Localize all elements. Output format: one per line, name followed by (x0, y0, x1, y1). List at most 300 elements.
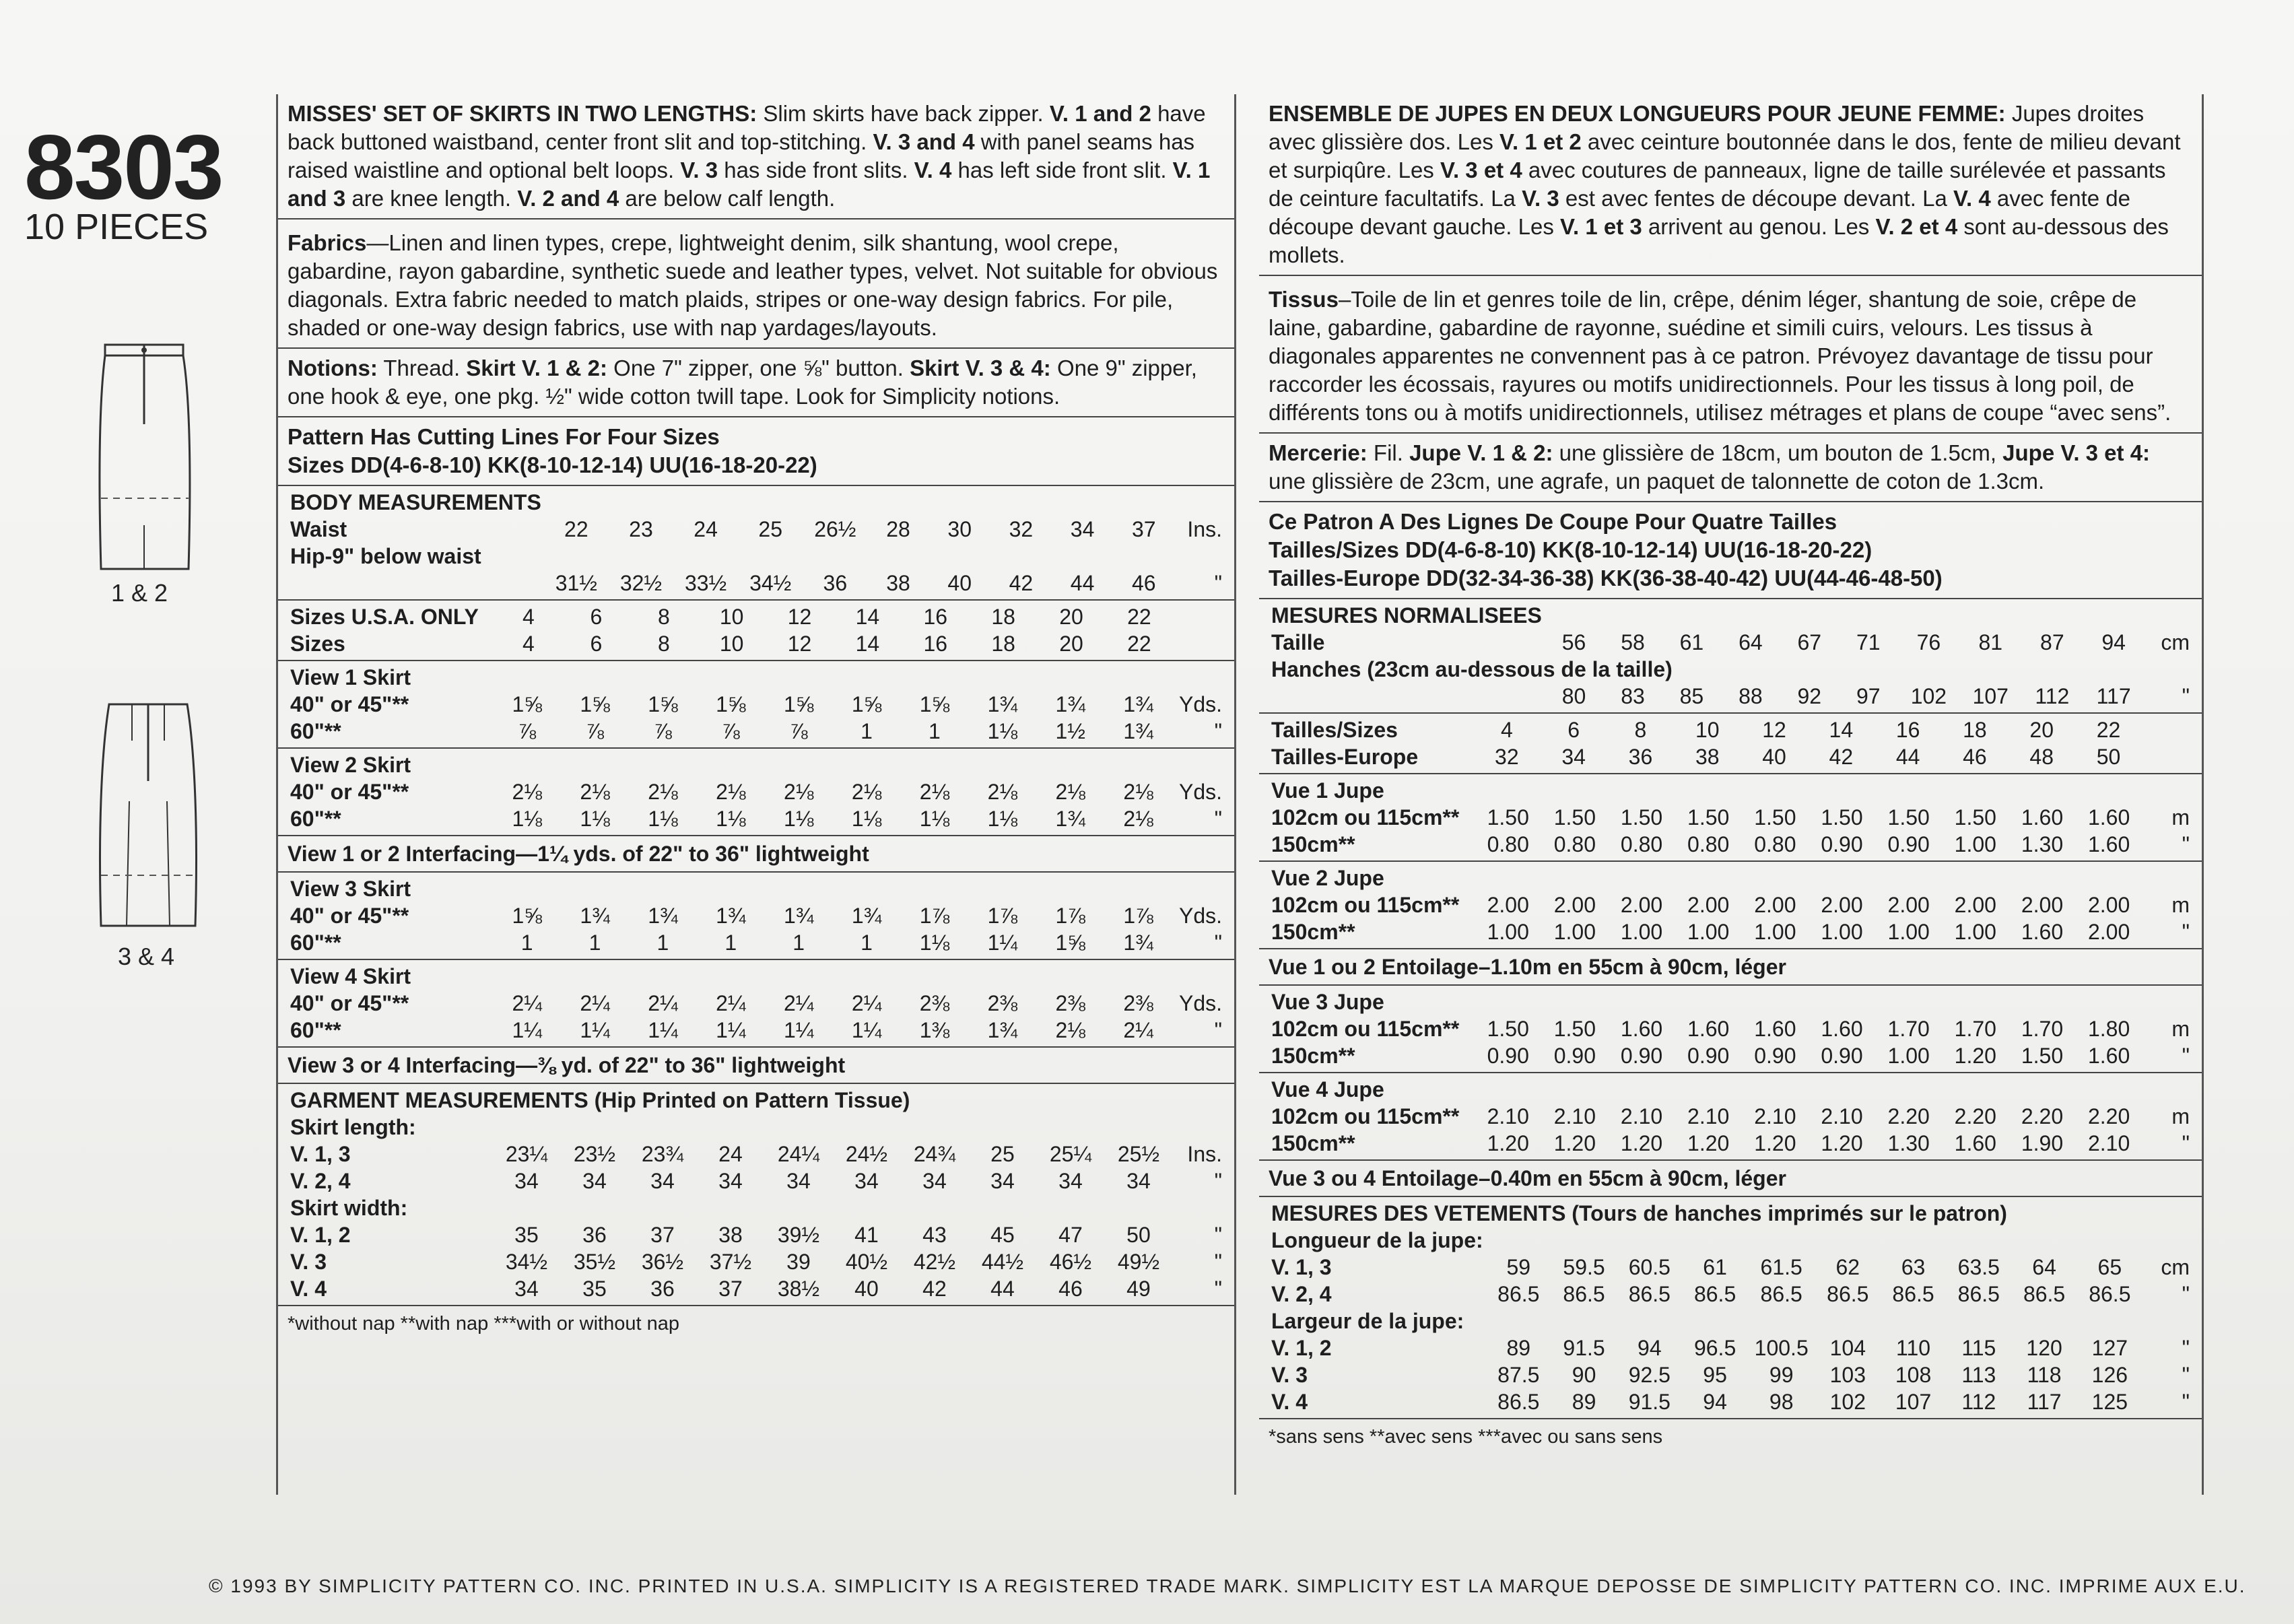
table-cell: 34 (514, 1169, 539, 1193)
row-label: Hanches (23cm au-dessous de la taille) (1271, 657, 1673, 681)
table-cell: 6 (590, 605, 603, 629)
unit-cell: " (2182, 684, 2190, 708)
unit-cell: " (1214, 807, 1222, 831)
table-cell: 1.00 (1887, 920, 1930, 944)
unit-cell: " (1214, 931, 1222, 955)
table-cell (1815, 1227, 1881, 1254)
table-cell: 2⅛ (1055, 1018, 1085, 1042)
table-cell (2076, 1076, 2143, 1103)
table-cell (832, 1114, 900, 1141)
table-cell: 0.90 (1487, 1044, 1529, 1068)
table-cell (1617, 1308, 1682, 1334)
table-row (1269, 1042, 2192, 1069)
bold-text: V. 4 (914, 158, 952, 182)
table-cell (1742, 988, 1809, 1015)
table-cell (1541, 865, 1608, 891)
table-cell: 1.70 (2021, 1017, 2064, 1041)
table-cell (2077, 1227, 2143, 1254)
unit-cell: " (2182, 1363, 2190, 1387)
table-cell (1104, 751, 1172, 778)
row-label: 60"** (290, 931, 341, 955)
table-cell: 1.20 (1754, 1131, 1796, 1155)
table-cell: 46 (1131, 571, 1156, 595)
table-cell: 40 (1762, 745, 1786, 769)
table-row (1269, 1076, 2192, 1103)
table-cell: 110 (1896, 1336, 1931, 1360)
row-label: Vue 3 Jupe (1271, 990, 1384, 1014)
table-cell (1113, 543, 1174, 570)
table-cell (1036, 751, 1104, 778)
table-cell: 2⅛ (851, 780, 882, 804)
table-cell: 34 (1561, 745, 1586, 769)
table-cell (1541, 777, 1608, 804)
unit-cell: Yds. (1178, 904, 1222, 928)
table-cell: 2.00 (1887, 893, 1930, 917)
size-section (1259, 986, 2202, 1073)
row-label: 102cm ou 115cm** (1271, 893, 1460, 917)
row-label: Skirt length: (290, 1115, 416, 1139)
table-cell: 81 (1978, 630, 2003, 654)
table-cell (765, 875, 833, 902)
table-cell (1881, 1308, 1946, 1334)
bold-text: V. 2 et 4 (1875, 214, 1958, 239)
unit-cell: cm (2161, 1255, 2190, 1279)
table-cell: 2⅛ (580, 780, 610, 804)
bold-text: V. 3 (680, 158, 718, 182)
table-cell: 1.50 (1954, 805, 1996, 830)
table-cell: 2.20 (1954, 1104, 1996, 1128)
table-cell: 24¾ (913, 1142, 956, 1166)
table-cell (1780, 602, 1839, 629)
table-cell: 50 (1126, 1223, 1151, 1247)
table-cell: 1.70 (1887, 1017, 1930, 1041)
table-cell: 1⅛ (851, 807, 882, 831)
row-label: 150cm** (1271, 832, 1355, 856)
table-cell (833, 664, 901, 691)
table-cell (1608, 777, 1675, 804)
table-cell: 104 (1829, 1336, 1866, 1360)
table-cell: 61 (1703, 1255, 1727, 1279)
unit-cell (1174, 543, 1225, 570)
table-cell: 32 (1495, 745, 1519, 769)
table-cell: 2.00 (2087, 920, 2130, 944)
bold-text: Sizes DD(4-6-8-10) KK(8-10-12-14) UU(16-18-20-22) (288, 452, 817, 477)
table-cell (673, 489, 738, 516)
measurement-table (288, 875, 1225, 956)
table-cell: 1.50 (1687, 805, 1730, 830)
table-cell: 127 (2091, 1336, 2128, 1360)
table-cell: ⅞ (518, 719, 537, 743)
table-cell: 24½ (845, 1142, 888, 1166)
table-cell (628, 1114, 696, 1141)
table-cell: 46 (1058, 1277, 1083, 1301)
table-cell: 44½ (981, 1250, 1024, 1274)
table-cell: 2¼ (716, 991, 746, 1015)
interfacing-line: Vue 3 ou 4 Entoilage–0.40m en 55cm à 90cm, léger (1259, 1161, 2202, 1197)
table-cell (1662, 602, 1721, 629)
table-cell (833, 751, 901, 778)
table-cell: 2.00 (1553, 893, 1596, 917)
table-cell: 126 (2091, 1363, 2128, 1387)
table-cell: 2.00 (1754, 893, 1796, 917)
table-cell: 96.5 (1693, 1336, 1736, 1360)
table-cell: 1.50 (1487, 1017, 1529, 1041)
row-label: View 3 Skirt (290, 877, 411, 901)
table-cell (1486, 1308, 1551, 1334)
table-cell (2009, 777, 2075, 804)
table-cell: 1⅛ (919, 807, 950, 831)
table-cell: 42 (1829, 745, 1854, 769)
table-cell: 117 (2027, 1390, 2062, 1414)
table-cell: 28 (886, 517, 910, 541)
table-cell (765, 664, 833, 691)
table-cell: 0.80 (1553, 832, 1596, 856)
table-cell (968, 1114, 1036, 1141)
row-label: GARMENT MEASUREMENTS (Hip Printed on Pattern Tissue) (290, 1088, 910, 1112)
table-cell (1104, 1194, 1172, 1221)
text-run: are below calf length. (619, 186, 836, 211)
row-label: 150cm** (1271, 920, 1355, 944)
unit-cell (2143, 777, 2192, 804)
row-label: Longueur de la jupe: (1271, 1228, 1483, 1252)
table-cell: 1 (861, 719, 873, 743)
table-cell: 1.50 (1821, 805, 1863, 830)
table-cell: 1⅝ (512, 692, 542, 716)
unit-cell: Ins. (1187, 517, 1222, 541)
table-row (288, 902, 1225, 929)
table-cell (629, 963, 697, 990)
unit-cell: " (1214, 719, 1222, 743)
table-row (288, 570, 1225, 597)
row-label: V. 3 (290, 1250, 327, 1274)
table-cell: 25¼ (1049, 1142, 1092, 1166)
text-run: Slim skirts have back zipper. (757, 101, 1050, 126)
table-cell: 0.80 (1687, 832, 1730, 856)
table-cell: 46 (1963, 745, 1987, 769)
table-cell (1617, 1227, 1682, 1254)
table-cell: 42½ (913, 1250, 956, 1274)
table-cell: 36 (582, 1223, 607, 1247)
table-cell: 2.00 (1954, 893, 1996, 917)
table-cell: 6 (1567, 718, 1580, 742)
table-cell (560, 1194, 628, 1221)
size-section (278, 486, 1234, 601)
table-cell: 38 (718, 1223, 743, 1247)
row-label: V. 4 (290, 1277, 327, 1301)
bold-text: Pattern Has Cutting Lines For Four Sizes (288, 424, 720, 449)
table-cell: 64 (2032, 1255, 2056, 1279)
table-cell (2021, 602, 2083, 629)
table-cell (900, 1194, 968, 1221)
table-cell: 0.80 (1754, 832, 1796, 856)
unit-cell: " (1214, 1250, 1222, 1274)
table-cell: 92.5 (1628, 1363, 1671, 1387)
table-cell (738, 543, 803, 570)
table-cell: 50 (2096, 745, 2121, 769)
table-cell: 1.50 (1553, 1017, 1596, 1041)
table-cell (968, 751, 1036, 778)
size-section (278, 661, 1234, 749)
table-cell (1815, 1308, 1881, 1334)
table-cell (1675, 777, 1742, 804)
table-cell (1742, 865, 1809, 891)
table-cell: 32 (1009, 517, 1034, 541)
table-row (1269, 1103, 2192, 1130)
interfacing-line: View 3 or 4 Interfacing—⅜ yd. of 22" to 36" lightweight (278, 1048, 1234, 1084)
table-cell (1603, 602, 1662, 629)
measurement-table (1269, 865, 2192, 945)
table-cell: 1 (588, 931, 601, 955)
table-cell: 18 (991, 632, 1015, 656)
table-cell: 2⅜ (919, 991, 950, 1015)
table-cell: 46½ (1049, 1250, 1092, 1274)
unit-cell: m (2171, 805, 2190, 830)
table-cell: 1.00 (1687, 920, 1730, 944)
table-cell: 48 (2029, 745, 2054, 769)
table-row (288, 603, 1225, 630)
table-cell (1946, 1308, 2011, 1334)
table-cell (697, 875, 765, 902)
table-cell: 1.00 (1487, 920, 1529, 944)
table-cell: 25 (990, 1142, 1015, 1166)
table-cell (1742, 777, 1809, 804)
table-cell: 1.90 (2021, 1131, 2064, 1155)
table-cell: 1.60 (1954, 1131, 1996, 1155)
table-row (1269, 1254, 2192, 1281)
table-cell: ⅞ (654, 719, 672, 743)
table-cell (803, 543, 867, 570)
unit-cell (1172, 963, 1225, 990)
table-cell: 60.5 (1628, 1255, 1671, 1279)
table-row (1269, 1281, 2192, 1308)
row-label: 60"** (290, 719, 341, 743)
table-cell: 47 (1058, 1223, 1083, 1247)
table-cell (560, 1114, 628, 1141)
table-cell (990, 543, 1052, 570)
bold-text: Jupe V. 1 & 2: (1409, 440, 1553, 465)
text-run: —Linen and linen types, crepe, lightweight denim, silk shantung, wool crepe, gabardine, rayon gabardine, synthetic suede and leather types, velvet. Not suitable for obvious diagonals. Extra fabric needed to match plaids, stripes or one-way design fabrics. For pile, shaded or one-way design fabrics, use with nap yardages/layouts. (288, 230, 1218, 340)
table-cell: 44 (1895, 745, 1920, 769)
table-cell: 22 (564, 517, 588, 541)
table-cell (1946, 1227, 2011, 1254)
table-row (288, 1275, 1225, 1302)
bold-text: Skirt V. 1 & 2: (466, 356, 607, 380)
table-row (1269, 656, 2192, 683)
table-cell (1942, 988, 2009, 1015)
table-cell: 0.90 (1821, 1044, 1863, 1068)
table-row (288, 1194, 1225, 1221)
table-cell: 86.5 (1563, 1282, 1605, 1306)
table-cell: 86.5 (2089, 1282, 2131, 1306)
table-cell (2076, 865, 2143, 891)
table-cell: 1 (520, 931, 533, 955)
fabrics-fr (1259, 276, 2202, 434)
table-cell: 42 (1009, 571, 1034, 595)
table-cell (1541, 988, 1608, 1015)
table-cell: 2¼ (648, 991, 678, 1015)
measurement-table (288, 489, 1225, 597)
table-cell: 100.5 (1754, 1336, 1809, 1360)
table-cell: 34 (990, 1169, 1015, 1193)
text-run: has side front slits. (718, 158, 914, 182)
table-cell: 22 (1127, 632, 1151, 656)
table-cell (561, 664, 629, 691)
table-cell: 86.5 (1957, 1282, 2000, 1306)
french-column (1259, 94, 2204, 1495)
table-cell: 2.10 (1754, 1104, 1796, 1128)
table-row (288, 963, 1225, 990)
table-cell: 76 (1916, 630, 1941, 654)
unit-cell: Ins. (1187, 1142, 1222, 1166)
table-cell (738, 489, 803, 516)
table-cell (1942, 1076, 2009, 1103)
table-cell: 1¾ (716, 904, 746, 928)
table-cell: 2¼ (783, 991, 814, 1015)
table-cell (1113, 489, 1174, 516)
unit-cell: " (2182, 832, 2190, 856)
row-label: 40" or 45"** (290, 780, 409, 804)
table-cell (493, 875, 561, 902)
skirt-sketch-views-3-4 (94, 700, 202, 936)
table-cell: 34½ (749, 571, 792, 595)
table-cell: 112 (1961, 1390, 1996, 1414)
row-label: Waist (290, 517, 347, 541)
unit-cell (1172, 875, 1225, 902)
table-cell (1104, 1114, 1172, 1141)
table-row (288, 751, 1225, 778)
row-label: Skirt width: (290, 1196, 408, 1220)
table-cell: 49½ (1117, 1250, 1160, 1274)
table-cell: 1.60 (2021, 920, 2064, 944)
unit-cell: m (2171, 893, 2190, 917)
table-cell: 34 (514, 1277, 539, 1301)
table-cell: 22 (1127, 605, 1151, 629)
table-cell: 23½ (573, 1142, 616, 1166)
table-cell: 62 (1835, 1255, 1860, 1279)
table-cell: 1.20 (1687, 1131, 1730, 1155)
unit-cell (2143, 1227, 2192, 1254)
table-cell: 1.60 (2087, 1044, 2130, 1068)
table-cell: 2.10 (1620, 1104, 1663, 1128)
table-cell: 1⅝ (580, 692, 610, 716)
description-en (278, 94, 1234, 219)
table-cell: ⅞ (721, 719, 740, 743)
unit-cell: " (1214, 1169, 1222, 1193)
table-cell: 1¼ (987, 931, 1018, 955)
table-cell: 14 (855, 605, 880, 629)
table-cell: 1 (792, 931, 805, 955)
table-cell (1036, 1194, 1104, 1221)
table-cell (1959, 602, 2021, 629)
bold-text: Tailles-Europe DD(32-34-36-38) KK(36-38-40-42) UU(44-46-48-50) (1269, 566, 1943, 590)
row-label: View 4 Skirt (290, 964, 411, 988)
measurement-table (288, 664, 1225, 745)
table-row (1269, 1130, 2192, 1157)
table-row (288, 1248, 1225, 1275)
table-row (1269, 629, 2192, 656)
skirt-sketch-views-1-2 (94, 337, 195, 579)
table-cell (1875, 1076, 1942, 1103)
text-run: with panel seams has raised waistline and optional belt loops. (288, 129, 1195, 182)
table-cell: 1¼ (783, 1018, 814, 1042)
bold-text: V. 1 and 3 (288, 158, 1211, 211)
table-cell: 102 (1910, 684, 1947, 708)
measurement-table (288, 751, 1225, 832)
table-cell (1942, 777, 2009, 804)
table-cell: 2.10 (2087, 1131, 2130, 1155)
row-label: Tailles/Sizes (1271, 718, 1398, 742)
measurement-table (1269, 1076, 2192, 1157)
row-label: View 1 Skirt (290, 665, 411, 689)
unit-cell (1172, 664, 1225, 691)
table-cell: 1.00 (1754, 920, 1796, 944)
measurement-table (1269, 1200, 2192, 1415)
table-cell: 1.50 (1887, 805, 1930, 830)
table-cell (628, 1194, 696, 1221)
row-label: 40" or 45"** (290, 692, 409, 716)
table-cell (764, 1114, 832, 1141)
table-cell: 2.00 (2087, 893, 2130, 917)
table-row (1269, 683, 2192, 710)
table-row (288, 1087, 1225, 1114)
table-row (288, 1168, 1225, 1194)
table-cell: 1.00 (1887, 1044, 1930, 1068)
table-cell: 23¼ (505, 1142, 548, 1166)
row-label: V. 1, 2 (1271, 1336, 1332, 1360)
unit-cell: " (1214, 571, 1222, 595)
table-cell: 20 (1059, 605, 1083, 629)
row-label: View 2 Skirt (290, 753, 411, 777)
measurement-table (1269, 988, 2192, 1069)
table-cell: 38 (886, 571, 910, 595)
table-cell: 1¾ (987, 1018, 1018, 1042)
table-cell: 1.00 (1553, 920, 1596, 944)
unit-cell (1172, 751, 1225, 778)
text-run: avec coutures de panneaux, ligne de taille surélevée et passants de ceinture facultatifs. La (1269, 158, 2166, 211)
row-label: V. 2, 4 (1271, 1282, 1332, 1306)
table-cell: 94 (1638, 1336, 1662, 1360)
table-cell: 1¾ (1123, 931, 1153, 955)
table-cell: 34 (1126, 1169, 1151, 1193)
table-row (288, 1017, 1225, 1044)
table-cell: 0.90 (1620, 1044, 1663, 1068)
table-cell: 1.50 (1754, 805, 1796, 830)
table-row (288, 1141, 1225, 1168)
table-cell (901, 751, 969, 778)
table-cell (629, 751, 697, 778)
table-cell (2083, 602, 2144, 629)
row-label: V. 2, 4 (290, 1169, 351, 1193)
table-cell (764, 1194, 832, 1221)
text-run: une glissière de 18cm, um bouton de 1.5cm, (1553, 440, 2003, 465)
table-row (288, 805, 1225, 832)
table-cell: 1⅝ (783, 692, 814, 716)
table-cell: 32½ (619, 571, 663, 595)
size-section (1259, 599, 2202, 714)
table-cell (1545, 602, 1603, 629)
table-cell: 34 (650, 1169, 675, 1193)
table-cell (1036, 1114, 1104, 1141)
row-label: 60"** (290, 1018, 341, 1042)
table-cell: 37 (718, 1277, 743, 1301)
table-cell (1748, 1308, 1815, 1334)
table-cell (2011, 1227, 2077, 1254)
table-cell: 2⅛ (1123, 780, 1153, 804)
table-cell (2009, 865, 2075, 891)
yardage-table-fr (1259, 599, 2202, 1419)
text-run: One 7" zipper, one ⅝" button. (607, 356, 910, 380)
table-cell: 86.5 (1892, 1282, 1934, 1306)
